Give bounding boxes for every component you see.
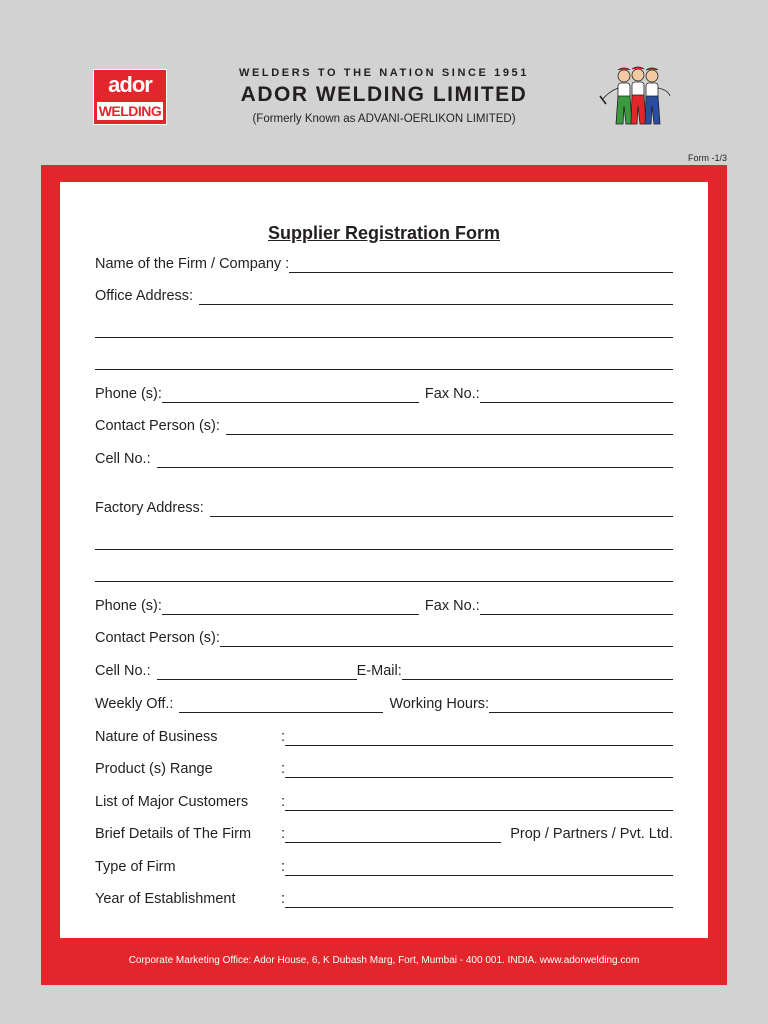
- factory-address-label: Factory Address:: [95, 500, 204, 516]
- factory-address-field-2[interactable]: [95, 535, 673, 550]
- year-label: Year of Establishment: [95, 891, 236, 907]
- welders-mascot-icon: [598, 66, 676, 128]
- office-phone-fax-row: [95, 385, 673, 403]
- weekly-off-field[interactable]: [179, 698, 383, 713]
- brief-label: Brief Details of The Firm: [95, 826, 252, 842]
- office-address-row: [95, 287, 673, 305]
- factory-phone-fax-row: [95, 597, 673, 615]
- factory-contact-field[interactable]: [220, 632, 673, 647]
- brief-options: Prop / Partners / Pvt. Ltd.: [510, 826, 673, 842]
- factory-cell-email-row: [95, 662, 673, 680]
- factory-cell-label: Cell No.:: [95, 663, 151, 679]
- customers-field[interactable]: [285, 796, 673, 811]
- factory-address-row: [95, 499, 673, 517]
- office-address-field-1[interactable]: [199, 290, 673, 305]
- product-field[interactable]: [285, 763, 673, 778]
- form-title: Supplier Registration Form: [267, 223, 501, 243]
- office-contact-label: Contact Person (s):: [95, 418, 220, 434]
- brief-details-row: Brief Details of The Firm : Prop / Partners / Pvt. Ltd.: [95, 826, 673, 842]
- factory-phone-field[interactable]: [162, 600, 419, 615]
- office-contact-field[interactable]: [226, 420, 673, 435]
- email-field[interactable]: [402, 665, 673, 680]
- factory-fax-field[interactable]: [480, 600, 673, 615]
- type-label: Type of Firm: [95, 859, 176, 875]
- office-address-field-2[interactable]: [95, 323, 673, 338]
- year-field[interactable]: [285, 893, 673, 908]
- major-customers-row: List of Major Customers :: [95, 793, 673, 811]
- company-name: ADOR WELDING LIMITED: [240, 83, 528, 106]
- office-address-row-3: [95, 352, 673, 370]
- customers-label: List of Major Customers: [95, 794, 249, 810]
- form-sheet: [60, 182, 708, 938]
- firm-name-row: [95, 255, 673, 273]
- weekly-off-label: Weekly Off.:: [95, 696, 174, 712]
- email-label: E-Mail:: [356, 663, 402, 679]
- factory-contact-row: [95, 629, 673, 647]
- form-number: Form -1/3: [687, 153, 727, 163]
- weekly-off-hours-row: [95, 695, 673, 713]
- office-phone-label: Phone (s):: [95, 386, 162, 402]
- firm-name-field[interactable]: [289, 258, 673, 273]
- factory-cell-field[interactable]: [157, 665, 357, 680]
- factory-address-row-2: [95, 532, 673, 550]
- footer-address: Corporate Marketing Office: Ador House, 6, K Dubash Marg, Fort, Mumbai - 400 001. INDIA. www.adorwelding.com: [128, 955, 640, 966]
- factory-address-field-1[interactable]: [210, 502, 673, 517]
- office-cell-row: [95, 450, 673, 468]
- logo-welding-text: WELDING: [98, 103, 162, 119]
- nature-of-business-row: Nature of Business :: [95, 728, 673, 746]
- company-former-name: (Formerly Known as ADVANI-OERLIKON LIMITED): [252, 113, 516, 125]
- product-range-row: Product (s) Range :: [95, 760, 673, 778]
- office-cell-label: Cell No.:: [95, 451, 151, 467]
- type-of-firm-row: Type of Firm :: [95, 858, 673, 876]
- working-hours-field[interactable]: [489, 698, 673, 713]
- firm-name-label: Name of the Firm / Company :: [95, 256, 290, 272]
- factory-fax-label: Fax No.:: [424, 598, 480, 614]
- red-frame: [41, 165, 727, 985]
- brief-field[interactable]: [285, 828, 501, 843]
- product-label: Product (s) Range: [95, 761, 213, 777]
- nature-label: Nature of Business: [95, 729, 218, 745]
- office-contact-row: [95, 417, 673, 435]
- logo-ador-text: ador: [108, 72, 152, 97]
- factory-address-row-3: [95, 564, 673, 582]
- nature-field[interactable]: [285, 731, 673, 746]
- working-hours-label: Working Hours:: [389, 696, 490, 712]
- factory-contact-label: Contact Person (s):: [95, 630, 220, 646]
- office-phone-field[interactable]: [162, 388, 419, 403]
- type-field[interactable]: [285, 861, 673, 876]
- year-of-establishment-row: Year of Establishment :: [95, 890, 673, 908]
- office-fax-label: Fax No.:: [424, 386, 480, 402]
- factory-address-field-3[interactable]: [95, 567, 673, 582]
- office-address-row-2: [95, 320, 673, 338]
- office-fax-field[interactable]: [480, 388, 673, 403]
- company-tagline: WELDERS TO THE NATION SINCE 1951: [239, 67, 529, 79]
- factory-phone-label: Phone (s):: [95, 598, 162, 614]
- office-cell-field[interactable]: [157, 453, 673, 468]
- office-address-label: Office Address:: [95, 288, 194, 304]
- office-address-field-3[interactable]: [95, 355, 673, 370]
